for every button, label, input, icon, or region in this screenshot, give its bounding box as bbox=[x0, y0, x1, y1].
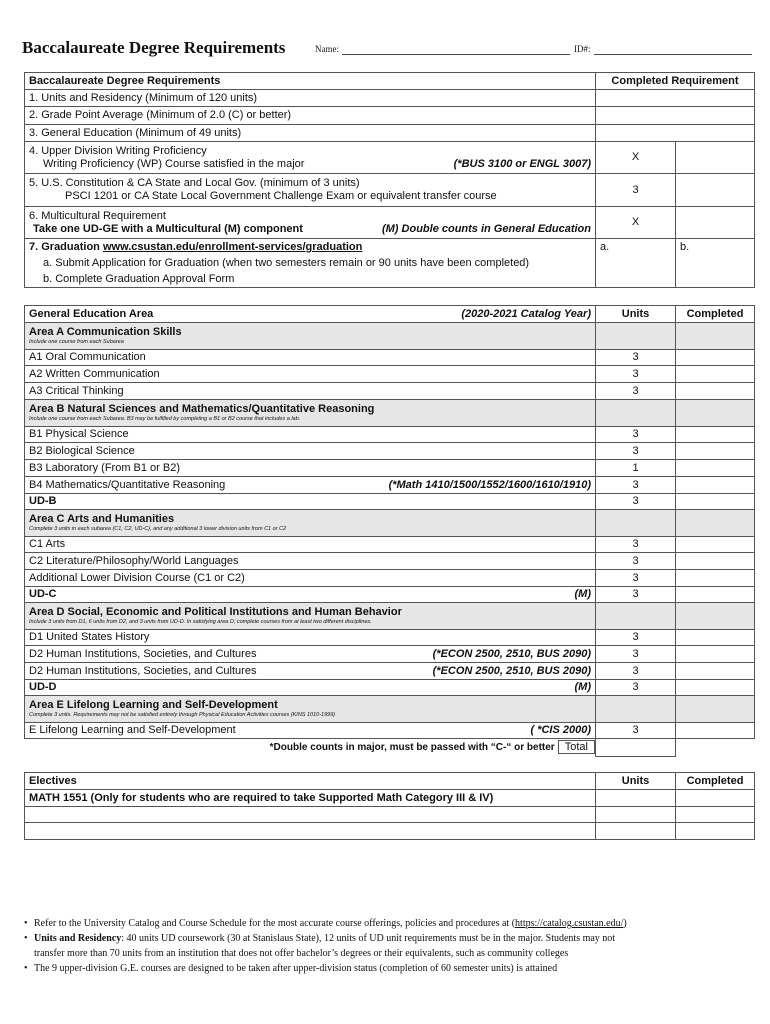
area-b-note: Include one course from each Subarea. B3 may be fulfilled by completing a B1 or B2 course that includes a lab. bbox=[29, 416, 301, 422]
c-additional-units: 3 bbox=[596, 570, 676, 587]
ge-course-row bbox=[25, 723, 755, 739]
ge-units-heading: Units bbox=[596, 306, 676, 323]
elective-completed[interactable] bbox=[676, 790, 755, 807]
area-e-title: Area E Lifelong Learning and Self-Development bbox=[29, 699, 278, 711]
area-d-title-cell bbox=[25, 603, 596, 630]
d1-completed[interactable] bbox=[676, 630, 755, 646]
footnote-catalog-end: ) bbox=[623, 918, 627, 929]
shade-cell bbox=[596, 400, 676, 427]
ge-course-row bbox=[25, 570, 755, 587]
udc-note: (M) bbox=[574, 588, 591, 600]
requirement-units-residency: 1. Units and Residency (Minimum of 120 units) bbox=[25, 90, 596, 107]
requirement-row bbox=[25, 239, 755, 288]
total-units[interactable] bbox=[596, 739, 676, 757]
requirement-constitution bbox=[25, 174, 596, 207]
b4-units: 3 bbox=[596, 477, 676, 494]
a3-units: 3 bbox=[596, 383, 676, 400]
b2-completed[interactable] bbox=[676, 443, 755, 460]
elective-completed[interactable] bbox=[676, 823, 755, 840]
electives-header-row bbox=[25, 773, 755, 790]
udc-completed[interactable] bbox=[676, 587, 755, 603]
udb-completed[interactable] bbox=[676, 494, 755, 510]
requirement-graduation-title: 7. Graduation bbox=[29, 241, 103, 253]
completed-requirement-heading: Completed Requirement bbox=[596, 73, 755, 90]
b3-units: 1 bbox=[596, 460, 676, 477]
requirement-writing-sub: Writing Proficiency (WP) Course satisfied in the major bbox=[43, 157, 305, 170]
c1-label: C1 Arts bbox=[25, 537, 596, 553]
a2-units: 3 bbox=[596, 366, 676, 383]
requirement-general-education: 3. General Education (Minimum of 49 units) bbox=[25, 125, 596, 142]
name-label: Name: bbox=[315, 44, 339, 54]
ge-course-row bbox=[25, 383, 755, 400]
udc-cell bbox=[25, 587, 596, 603]
c2-completed[interactable] bbox=[676, 553, 755, 570]
b4-completed[interactable] bbox=[676, 477, 755, 494]
double-count-note: *Double counts in major, must be passed with “C-“ or better bbox=[269, 742, 555, 754]
area-d-note: Include 3 units from D1, 6 units from D2, and 3 units from UD-D. In satisfying area D, complete courses from at least two different disciplines. bbox=[29, 619, 372, 625]
b1-completed[interactable] bbox=[676, 427, 755, 443]
requirement-row bbox=[25, 142, 755, 174]
requirement-graduation-b: b. Complete Graduation Approval Form bbox=[43, 273, 235, 285]
elective-blank[interactable] bbox=[25, 823, 596, 840]
footnote-units-residency-text: : 40 units UD coursework (30 at Stanislaus State), 12 units of UD unit requirements must be in the major. Students may not bbox=[121, 933, 616, 944]
b1-label: B1 Physical Science bbox=[25, 427, 596, 443]
area-a-title: Area A Communication Skills bbox=[29, 326, 182, 338]
requirement-check-cell[interactable] bbox=[676, 207, 755, 239]
b2-units: 3 bbox=[596, 443, 676, 460]
b4-label: B4 Mathematics/Quantitative Reasoning bbox=[29, 478, 226, 491]
elective-units[interactable] bbox=[596, 823, 676, 840]
ge-course-row bbox=[25, 366, 755, 383]
udd-completed[interactable] bbox=[676, 680, 755, 696]
udd-units: 3 bbox=[596, 680, 676, 696]
b3-label: B3 Laboratory (From B1 or B2) bbox=[25, 460, 596, 477]
requirements-header-row bbox=[25, 73, 755, 90]
a1-label: A1 Oral Communication bbox=[25, 350, 596, 366]
requirement-row bbox=[25, 125, 755, 142]
requirement-writing-proficiency bbox=[25, 142, 596, 174]
e-label: E Lifelong Learning and Self-Development bbox=[29, 724, 236, 736]
requirement-check-cell[interactable] bbox=[676, 174, 755, 207]
requirement-graduation-a: a. Submit Application for Graduation (when two semesters remain or 90 units have been completed) bbox=[43, 257, 530, 269]
b2-label: B2 Biological Science bbox=[25, 443, 596, 460]
a3-completed[interactable] bbox=[676, 383, 755, 400]
shade-cell bbox=[596, 510, 676, 537]
elective-row bbox=[25, 823, 755, 840]
c2-label: C2 Literature/Philosophy/World Languages bbox=[25, 553, 596, 570]
ge-course-row bbox=[25, 537, 755, 553]
blank-cell bbox=[676, 739, 755, 757]
requirement-writing-note: (*BUS 3100 or ENGL 3007) bbox=[453, 157, 591, 170]
electives-units-heading: Units bbox=[596, 773, 676, 790]
area-c-header bbox=[25, 510, 755, 537]
requirement-check-cell[interactable] bbox=[676, 142, 755, 174]
shade-cell bbox=[596, 603, 676, 630]
d1-label: D1 United States History bbox=[25, 630, 596, 646]
requirement-multicultural-sub: Take one UD-GE with a Multicultural (M) component bbox=[33, 222, 303, 235]
total-label: Total bbox=[558, 740, 595, 754]
ge-course-row bbox=[25, 587, 755, 603]
udc-units: 3 bbox=[596, 587, 676, 603]
footnote-units-residency-cont: transfer more than 70 units from an institution that does not offer bachelor’s degrees or their equivalents, such as community colleges bbox=[34, 948, 569, 959]
area-b-title-cell bbox=[25, 400, 596, 427]
shade-cell bbox=[596, 696, 676, 723]
area-e-note: Complete 3 units. Requirements may not be satisfied entirely through Physical Education Activities courses (KINS 1010-1999) bbox=[29, 712, 336, 718]
area-a-title-cell bbox=[25, 323, 596, 350]
ge-course-row bbox=[25, 553, 755, 570]
udd-note: (M) bbox=[574, 681, 591, 693]
udd-label: UD-D bbox=[29, 681, 57, 693]
requirement-writing-mark[interactable]: X bbox=[596, 142, 676, 174]
area-c-title-cell bbox=[25, 510, 596, 537]
footnote-catalog bbox=[24, 916, 724, 931]
requirements-heading: Baccalaureate Degree Requirements bbox=[25, 73, 596, 90]
elective-row bbox=[25, 807, 755, 823]
ge-course-row bbox=[25, 427, 755, 443]
elective-units[interactable] bbox=[596, 790, 676, 807]
requirement-gpa: 2. Grade Point Average (Minimum of 2.0 (C) or better) bbox=[25, 107, 596, 125]
elective-blank[interactable] bbox=[25, 807, 596, 823]
area-d-header bbox=[25, 603, 755, 630]
ge-header-row bbox=[25, 306, 755, 323]
b3-completed[interactable] bbox=[676, 460, 755, 477]
ge-catalog-year: (2020-2021 Catalog Year) bbox=[461, 307, 591, 320]
d2a-units: 3 bbox=[596, 646, 676, 663]
area-b-title: Area B Natural Sciences and Mathematics/Quantitative Reasoning bbox=[29, 403, 375, 415]
d2b-units: 3 bbox=[596, 663, 676, 680]
shade-cell bbox=[676, 400, 755, 427]
shade-cell bbox=[596, 323, 676, 350]
ge-course-row bbox=[25, 443, 755, 460]
c2-units: 3 bbox=[596, 553, 676, 570]
udd-cell bbox=[25, 680, 596, 696]
id-label: ID#: bbox=[574, 44, 591, 54]
catalog-link[interactable]: https://catalog.csustan.edu/ bbox=[515, 918, 624, 929]
elective-completed[interactable] bbox=[676, 807, 755, 823]
requirement-constitution-mark[interactable]: 3 bbox=[596, 174, 676, 207]
requirement-graduation bbox=[25, 239, 596, 288]
e-completed[interactable] bbox=[676, 723, 755, 739]
area-a-note: Include one course from each Subarea bbox=[29, 339, 124, 345]
d2a-note: (*ECON 2500, 2510, BUS 2090) bbox=[432, 647, 591, 660]
b4-note: (*Math 1410/1500/1552/1600/1610/1910) bbox=[388, 478, 591, 491]
document-title: Baccalaureate Degree Requirements bbox=[22, 38, 286, 57]
area-e-header bbox=[25, 696, 755, 723]
page-header bbox=[22, 38, 762, 62]
c-additional-label: Additional Lower Division Course (C1 or C2) bbox=[25, 570, 596, 587]
area-a-header bbox=[25, 323, 755, 350]
ge-course-row bbox=[25, 460, 755, 477]
electives-completed-heading: Completed bbox=[676, 773, 755, 790]
area-b-header bbox=[25, 400, 755, 427]
graduation-link[interactable]: www.csustan.edu/enrollment-services/graduation bbox=[102, 241, 363, 253]
general-education-table bbox=[24, 305, 755, 757]
e-cell bbox=[25, 723, 596, 739]
requirement-multicultural-title: 6. Multicultural Requirement bbox=[29, 209, 166, 222]
udb-label: UD-B bbox=[25, 494, 596, 510]
footnote-units-residency-label: Units and Residency bbox=[34, 933, 122, 944]
d1-units: 3 bbox=[596, 630, 676, 646]
c1-units: 3 bbox=[596, 537, 676, 553]
graduation-a-cell[interactable]: a. bbox=[596, 239, 676, 288]
a1-units: 3 bbox=[596, 350, 676, 366]
shade-cell bbox=[676, 696, 755, 723]
requirement-multicultural bbox=[25, 207, 596, 239]
ge-area-heading: General Education Area bbox=[29, 307, 154, 320]
elective-math-1551: MATH 1551 (Only for students who are required to take Supported Math Category III & IV) bbox=[25, 790, 596, 807]
footnote-units-residency bbox=[24, 931, 724, 961]
ge-course-row bbox=[25, 477, 755, 494]
c-additional-completed[interactable] bbox=[676, 570, 755, 587]
udb-units: 3 bbox=[596, 494, 676, 510]
requirement-check-cell[interactable] bbox=[596, 90, 755, 107]
area-e-title-cell bbox=[25, 696, 596, 723]
requirement-multicultural-note: (M) Double counts in General Education bbox=[381, 222, 591, 235]
a2-completed[interactable] bbox=[676, 366, 755, 383]
b1-units: 3 bbox=[596, 427, 676, 443]
d2a-completed[interactable] bbox=[676, 646, 755, 663]
footnotes bbox=[24, 916, 724, 976]
ge-course-row bbox=[25, 350, 755, 366]
ge-course-row bbox=[25, 494, 755, 510]
name-field[interactable] bbox=[342, 54, 570, 55]
requirement-constitution-sub: PSCI 1201 or CA State Local Government Challenge Exam or equivalent transfer course bbox=[65, 190, 497, 202]
d2b-completed[interactable] bbox=[676, 663, 755, 680]
area-c-title: Area C Arts and Humanities bbox=[29, 513, 175, 525]
requirement-row bbox=[25, 174, 755, 207]
graduation-b-cell[interactable]: b. bbox=[676, 239, 755, 288]
footnote-catalog-text: Refer to the University Catalog and Course Schedule for the most accurate course offerings, policies and procedures at ( bbox=[34, 918, 516, 929]
requirement-multicultural-mark[interactable]: X bbox=[596, 207, 676, 239]
requirement-constitution-title: 5. U.S. Constitution & CA State and Local Gov. (minimum of 3 units) bbox=[29, 177, 360, 189]
double-count-cell bbox=[25, 739, 596, 757]
requirement-row bbox=[25, 207, 755, 239]
requirement-check-cell[interactable] bbox=[596, 125, 755, 142]
requirements-table bbox=[24, 72, 755, 288]
b4-cell bbox=[25, 477, 596, 494]
ge-course-row bbox=[25, 663, 755, 680]
requirement-writing-title: 4. Upper Division Writing Proficiency bbox=[29, 144, 207, 157]
udc-label: UD-C bbox=[29, 588, 57, 600]
ge-course-row bbox=[25, 680, 755, 696]
d2a-label: D2 Human Institutions, Societies, and Cultures bbox=[29, 647, 257, 660]
ge-total-row bbox=[25, 739, 755, 757]
elective-units[interactable] bbox=[596, 807, 676, 823]
shade-cell bbox=[676, 510, 755, 537]
a1-completed[interactable] bbox=[676, 350, 755, 366]
d2a-cell bbox=[25, 646, 596, 663]
e-units: 3 bbox=[596, 723, 676, 739]
ge-completed-heading: Completed bbox=[676, 306, 755, 323]
a3-label: A3 Critical Thinking bbox=[25, 383, 596, 400]
ge-course-row bbox=[25, 630, 755, 646]
c1-completed[interactable] bbox=[676, 537, 755, 553]
d2b-cell bbox=[25, 663, 596, 680]
e-note: ( *CIS 2000) bbox=[530, 724, 591, 736]
a2-label: A2 Written Communication bbox=[25, 366, 596, 383]
elective-row bbox=[25, 790, 755, 807]
d2b-note: (*ECON 2500, 2510, BUS 2090) bbox=[432, 664, 591, 677]
area-d-title: Area D Social, Economic and Political Institutions and Human Behavior bbox=[29, 606, 402, 618]
shade-cell bbox=[676, 323, 755, 350]
electives-heading: Electives bbox=[25, 773, 596, 790]
d2b-label: D2 Human Institutions, Societies, and Cultures bbox=[29, 664, 257, 677]
requirement-check-cell[interactable] bbox=[596, 107, 755, 125]
requirement-row bbox=[25, 90, 755, 107]
electives-table bbox=[24, 772, 755, 840]
shade-cell bbox=[676, 603, 755, 630]
ge-course-row bbox=[25, 646, 755, 663]
id-field[interactable] bbox=[594, 54, 752, 55]
footnote-upper-division: • The 9 upper-division G.E. courses are designed to be taken after upper-division status (completion of 60 semester units) is attained bbox=[24, 961, 724, 976]
requirement-row bbox=[25, 107, 755, 125]
area-c-note: Complete 3 units in each subarea (C1, C2, UD-C), and any additional 3 lower division units from C1 or C2 bbox=[29, 526, 287, 532]
ge-header bbox=[25, 306, 596, 323]
